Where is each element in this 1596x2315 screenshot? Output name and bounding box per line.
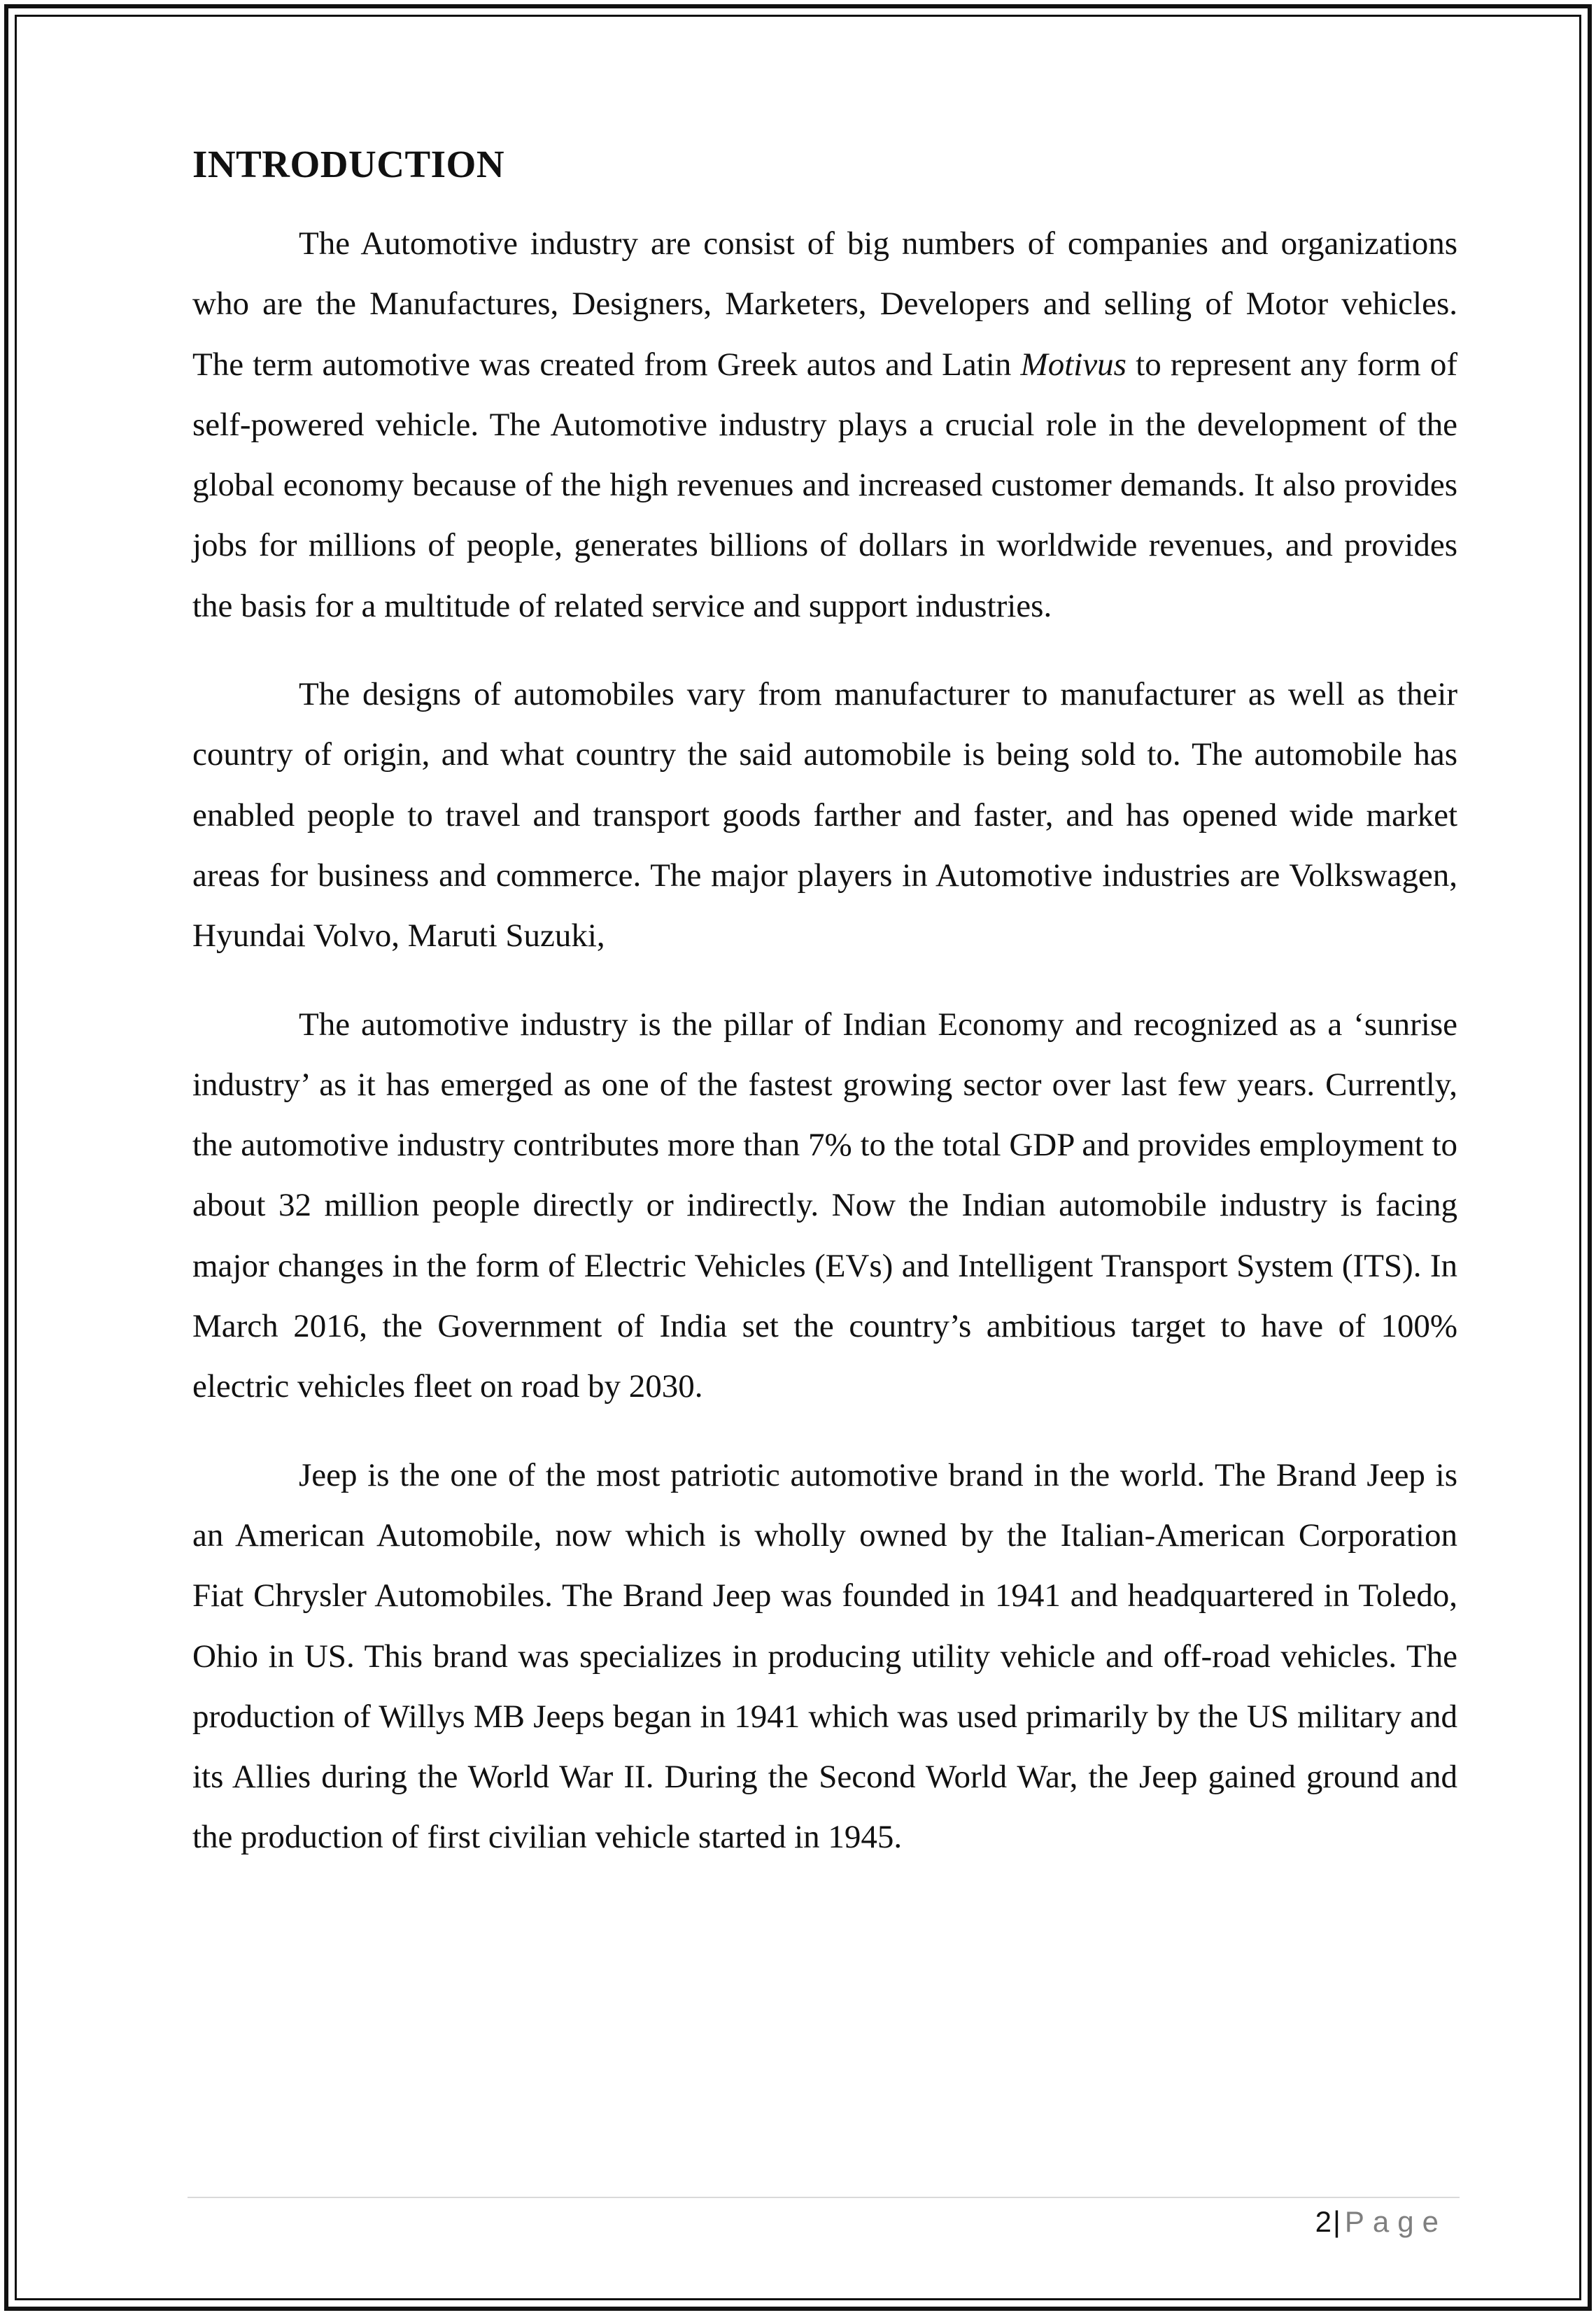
paragraph-text: The Automotive industry are consist of big numbers of companies and organizations who are the Manufactures, Designers, Marketers, Developers and selling of Motor vehicles. The term automotive was created from Greek autos and Latin <box>192 225 1457 383</box>
paragraph-automobile-designs: The designs of automobiles vary from manufacturer to manufacturer as well as their country of origin, and what country the said automobile is being sold to. The automobile has enabled people to travel and transport goods farther and faster, and has opened wide market areas for business and commerce. The major players in Automotive industries are Volkswagen, Hyundai Volvo, Maruti Suzuki, <box>192 676 1457 955</box>
paragraph-automotive-industry <box>192 213 1457 636</box>
italic-term: Motivus <box>1020 346 1127 383</box>
page-content <box>192 133 1457 1896</box>
paragraph-indian-economy: The automotive industry is the pillar of Indian Economy and recognized as a ‘sunrise industry’ as it has emerged as one of the fastest growing sector over last few years. Currently, the automotive industry contributes more than 7% to the total GDP and provides employment to about 32 million people directly or indirectly. Now the Indian automobile industry is facing major changes in the form of Electric Vehicles (EVs) and Intelligent Transport System (ITS). In March 2016, the Government of India set the country’s ambitious target to have of 100% electric vehicles fleet on road by 2030. <box>192 1006 1457 1405</box>
section-heading: INTRODUCTION <box>192 143 505 185</box>
footer-divider <box>188 2197 1460 2198</box>
page-footer <box>1315 2204 1447 2239</box>
page-label: Page <box>1344 2205 1447 2238</box>
footer-separator: | <box>1332 2205 1341 2238</box>
page-number: 2 <box>1315 2205 1332 2238</box>
paragraph-jeep-brand: Jeep is the one of the most patriotic automotive brand in the world. The Brand Jeep is an American Automobile, now which is wholly owned by the Italian-American Corporation Fiat Chrysler Automobiles. The Brand Jeep was founded in 1941 and headquartered in Toledo, Ohio in US. This brand was specializes in producing utility vehicle and off-road vehicles. The production of Willys MB Jeeps began in 1941 which was used primarily by the US military and its Allies during the World War II. During the Second World War, the Jeep gained ground and the production of first civilian vehicle started in 1945. <box>192 1456 1457 1856</box>
paragraph-text: to represent any form of self-powered vehicle. The Automotive industry plays a crucial role in the development of the global economy because of the high revenues and increased customer demands. It also provides jobs for millions of people, generates billions of dollars in worldwide revenues, and provides the basis for a multitude of related service and support industries. <box>192 346 1457 624</box>
